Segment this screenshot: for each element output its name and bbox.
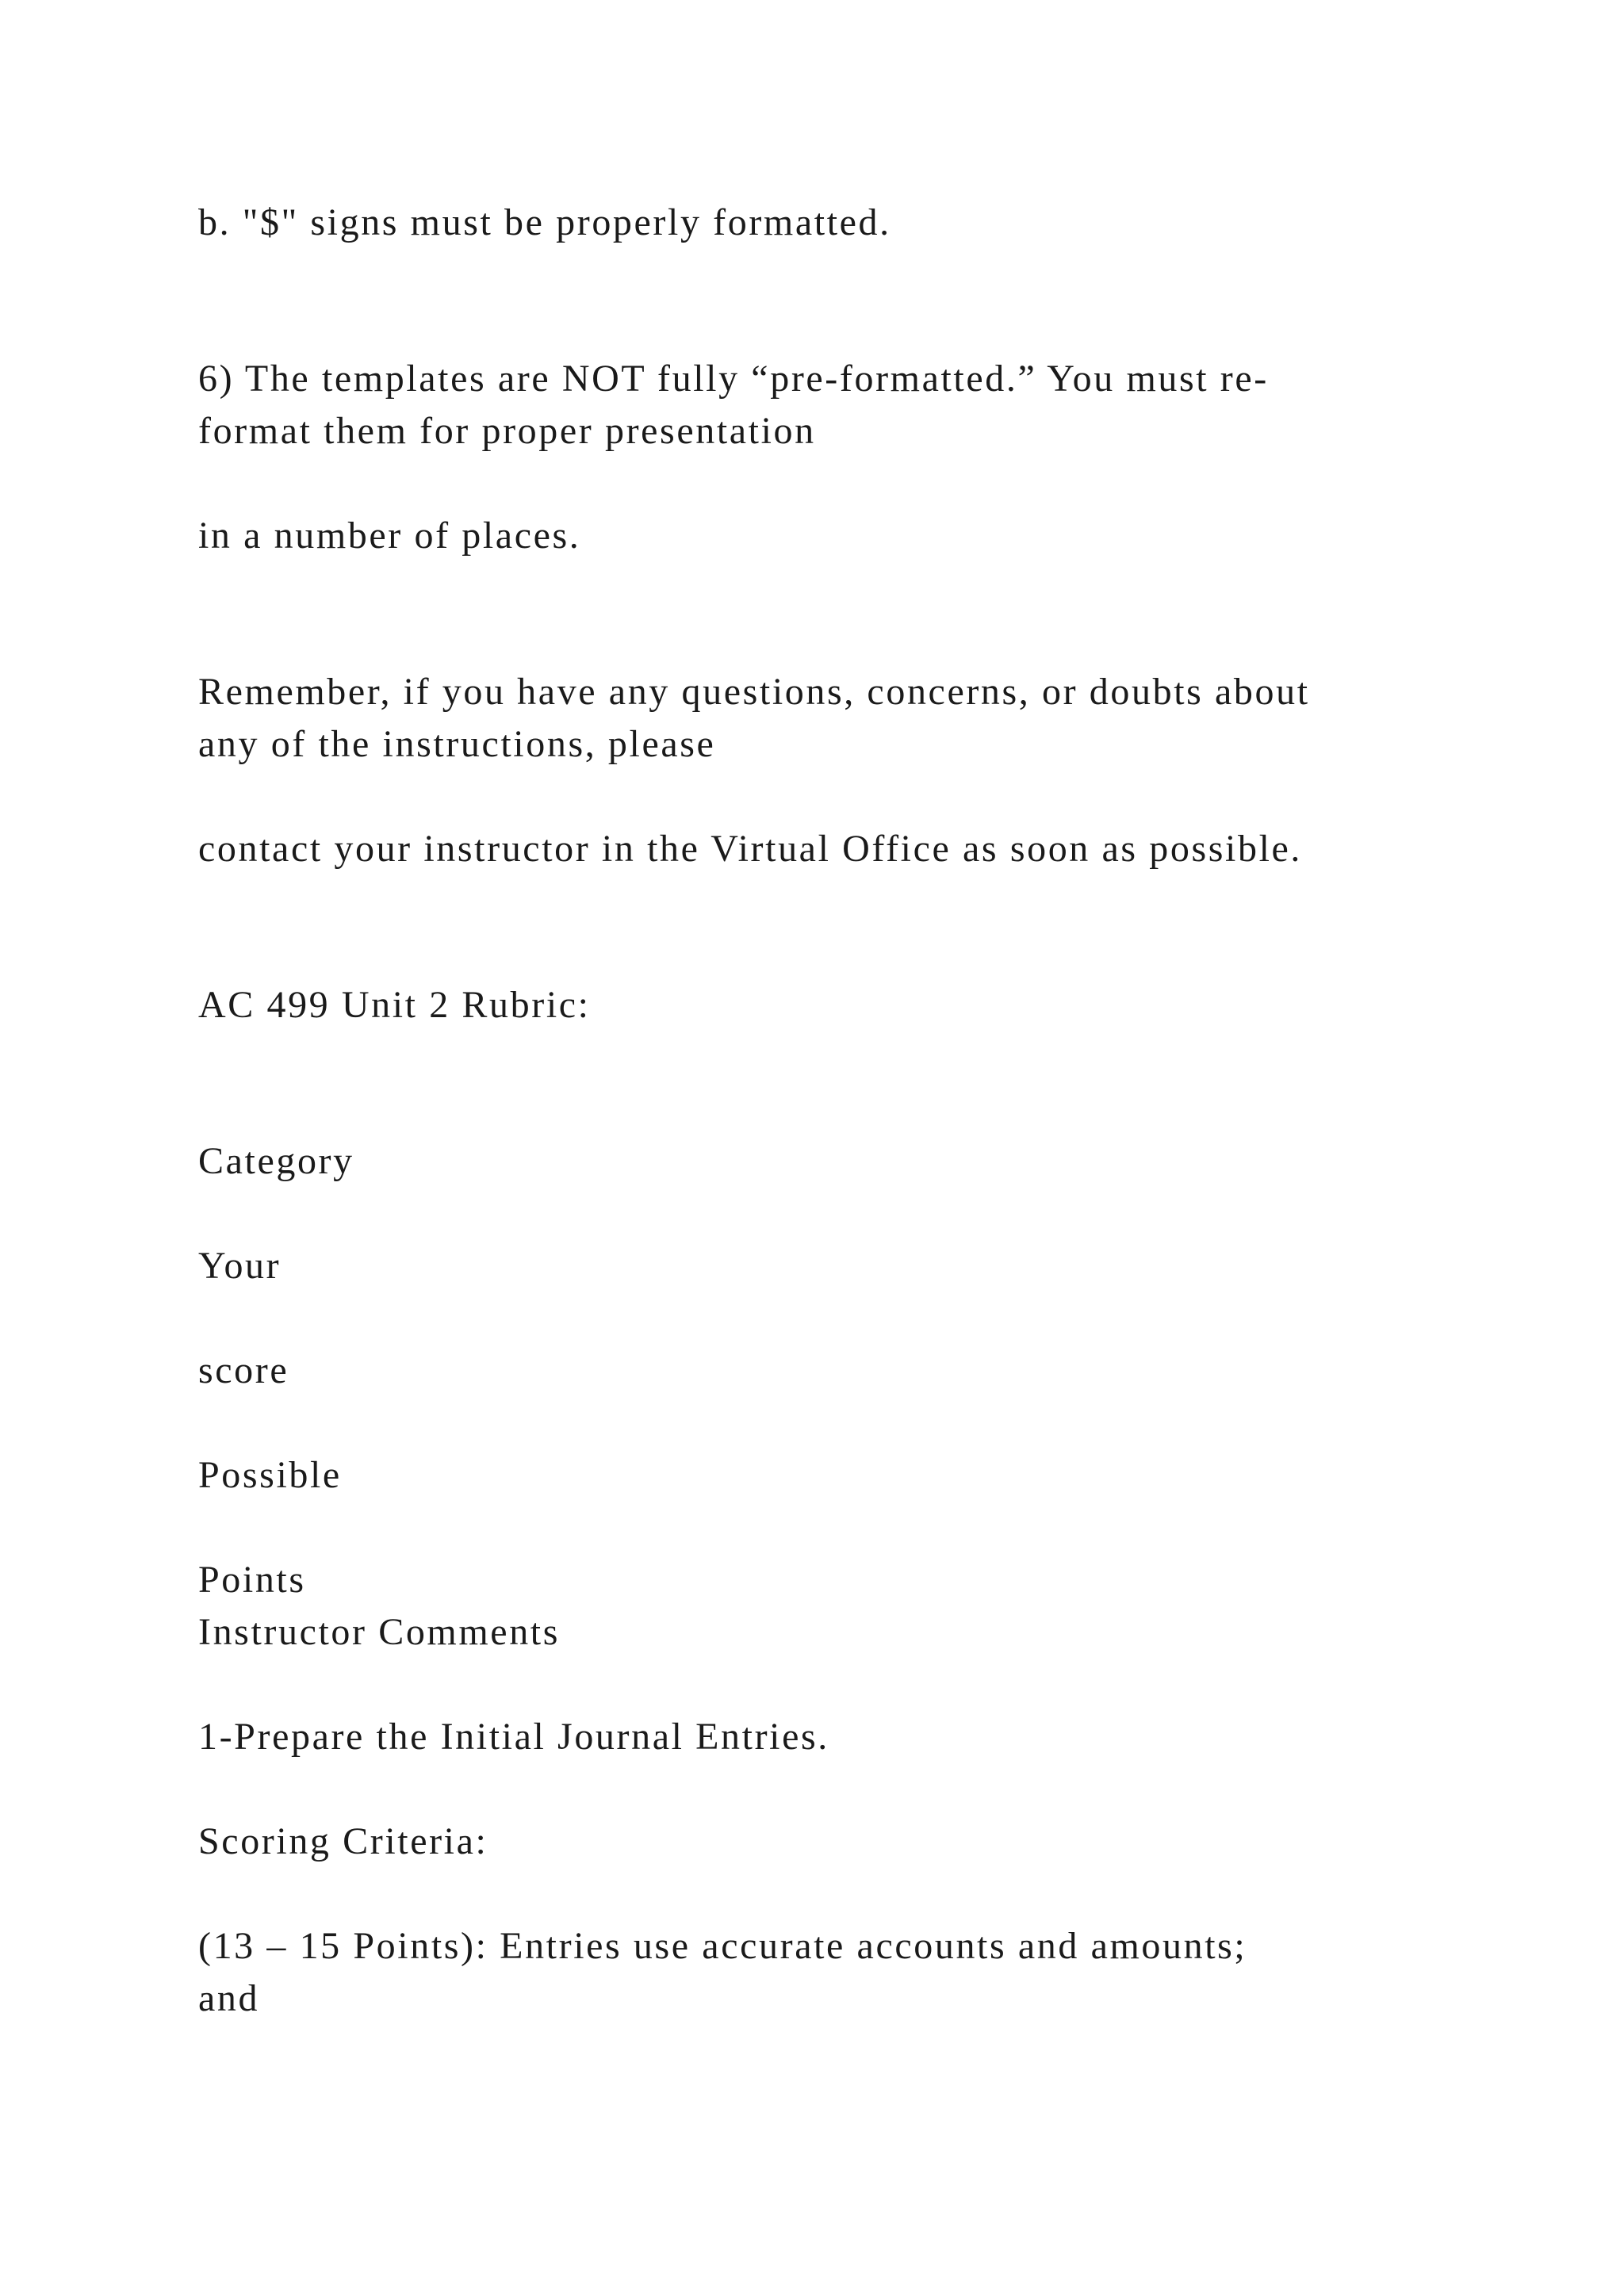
text-line: contact your instructor in the Virtual Office as soon as possible. <box>198 828 1303 870</box>
table-header-cell: Instructor Comments <box>198 1611 561 1653</box>
rubric-category: 1-Prepare the Initial Journal Entries. <box>198 1716 829 1758</box>
text-line: Scoring Criteria: <box>198 1820 488 1862</box>
text-line: any of the instructions, please <box>198 723 716 765</box>
table-header-cell: Possible <box>198 1454 342 1496</box>
text-line: and <box>198 1977 260 2019</box>
table-header-cell: score <box>198 1349 289 1391</box>
text-line: (13 – 15 Points): Entries use accurate accounts and amounts; <box>198 1925 1247 1967</box>
text-line: b. "$" signs must be properly formatted. <box>198 201 891 243</box>
table-header-cell: Points <box>198 1559 306 1601</box>
text-line: in a number of places. <box>198 515 581 557</box>
text-line: 6) The templates are NOT fully “pre-formatted.” You must re- <box>198 358 1269 400</box>
table-header-cell: Category <box>198 1140 354 1182</box>
text-line: format them for proper presentation <box>198 410 816 452</box>
text-line: Remember, if you have any questions, concerns, or doubts about <box>198 671 1310 713</box>
section-heading: AC 499 Unit 2 Rubric: <box>198 984 591 1026</box>
table-header-cell: Your <box>198 1245 282 1287</box>
